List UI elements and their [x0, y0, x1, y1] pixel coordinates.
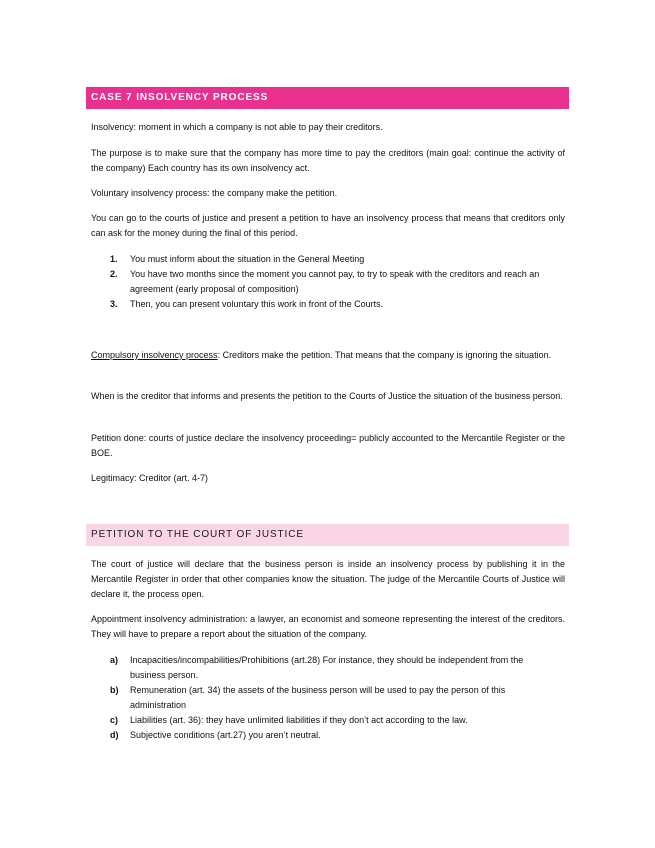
list-marker: d): [110, 730, 119, 740]
list-item-text: Subjective conditions (art.27) you aren’t neutral.: [130, 730, 321, 740]
section-heading-petition: PETITION TO THE COURT OF JUSTICE: [86, 524, 569, 546]
paragraph-court-declare: The court of justice will declare that the business person is inside an insolvency process by publishing it in the Mercantile Register in order that other companies know the situation. The judge of the Mercantile Courts of Justice will declare it, the process open.: [91, 559, 565, 599]
paragraph-appointment: Appointment insolvency administration: a lawyer, an economist and someone representing the interest of the creditors. They will have to prepare a report about the situation of the company.: [91, 614, 565, 639]
paragraph-insolvency-definition: Insolvency: moment in which a company is not able to pay their creditors.: [91, 122, 383, 132]
list-marker: 2.: [110, 269, 118, 279]
list-item-text: Remuneration (art. 34) the assets of the business person will be used to pay the person of this administration: [130, 685, 506, 710]
list-marker: a): [110, 655, 119, 665]
paragraph-purpose: The purpose is to make sure that the company has more time to pay the creditors (main goal: continue the activity of the company) Each country has its own insolvency act.: [91, 148, 565, 173]
list-marker: c): [110, 715, 119, 725]
list-marker: 3.: [110, 299, 118, 309]
list-item-text: Liabilities (art. 36): they have unlimited liabilities if they don’t act according to the law.: [130, 715, 468, 725]
compulsory-text: : Creditors make the petition. That means that the company is ignoring the situation.: [217, 350, 552, 360]
paragraph-creditor: When is the creditor that informs and presents the petition to the Courts of Justice the situation of the business person.: [91, 391, 563, 401]
list-item-text: Then, you can present voluntary this work in front of the Courts.: [130, 299, 384, 309]
paragraph-courts: You can go to the courts of justice and present a petition to have an insolvency process that means that creditors only can ask for the money during the final of this period.: [91, 213, 565, 238]
compulsory-label: Compulsory insolvency process: [91, 350, 218, 360]
list-item-text: Incapacities/incompabilities/Prohibitions (art.28) For instance, they should be independent from the business person.: [130, 655, 524, 680]
list-marker: 1.: [110, 254, 118, 264]
list-item-text: You have two months since the moment you cannot pay, to try to speak with the creditors and reach an agreement (early proposal of composition): [130, 269, 540, 294]
section-heading-insolvency: CASE 7 INSOLVENCY PROCESS: [86, 87, 569, 109]
paragraph-legitimacy: Legitimacy: Creditor (art. 4-7): [91, 473, 209, 483]
paragraph-petition-done: Petition done: courts of justice declare the insolvency proceeding= publicly accounted to the Mercantile Register or the BOE.: [91, 433, 565, 458]
list-marker: b): [110, 685, 119, 695]
paragraph-voluntary: Voluntary insolvency process: the company make the petition.: [91, 188, 338, 198]
list-item-text: You must inform about the situation in the General Meeting: [130, 254, 365, 264]
paragraph-compulsory: [91, 348, 565, 363]
